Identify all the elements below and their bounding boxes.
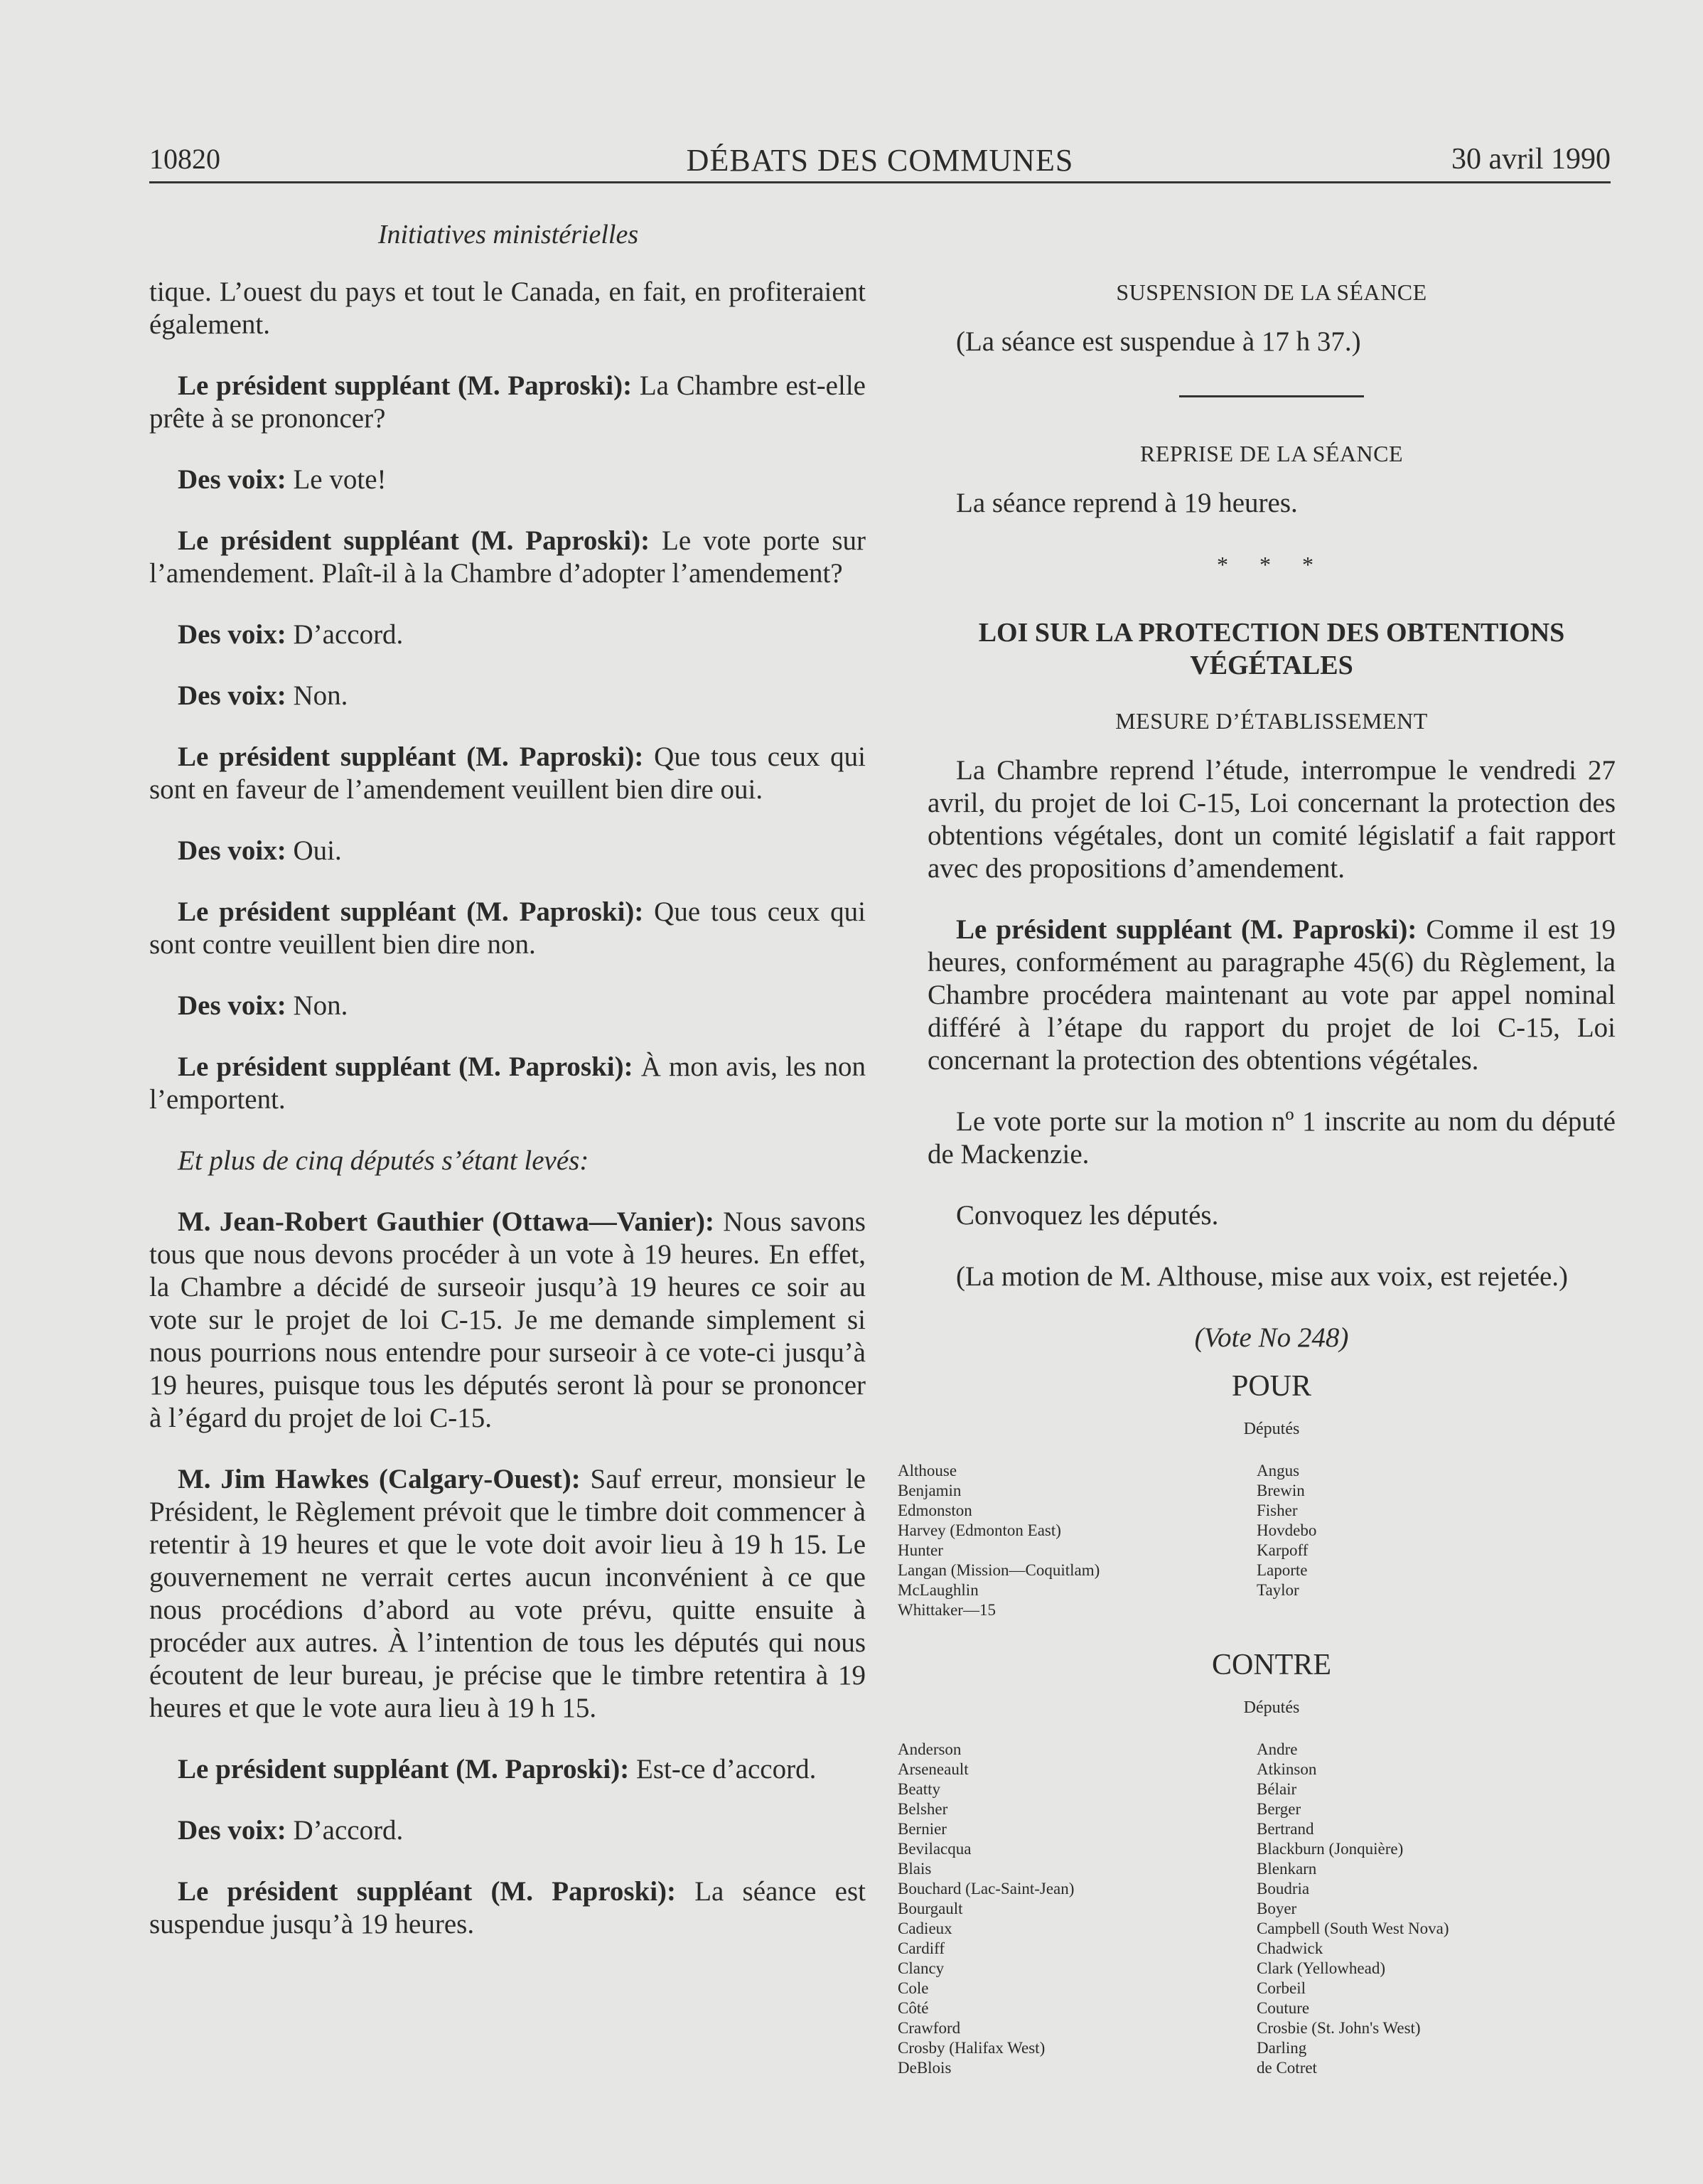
speech: D’accord.: [286, 619, 404, 650]
member-name: Crosbie (St. John's West): [1257, 2019, 1421, 2037]
pour-names-col2: [1257, 1461, 1616, 1620]
paragraph: [149, 835, 866, 867]
paragraph: [149, 1753, 866, 1786]
member-name: Chadwick: [1257, 1939, 1323, 1957]
member-name: Laporte: [1257, 1561, 1308, 1579]
speaker: Le président suppléant (M. Paproski):: [178, 525, 650, 556]
speaker: M. Jim Hawkes (Calgary-Ouest):: [178, 1464, 581, 1494]
section-divider: [1179, 395, 1364, 397]
deputes-label: Députés: [1243, 1698, 1300, 1717]
member-name: Karpoff: [1257, 1541, 1309, 1559]
member-name: Andre: [1257, 1740, 1298, 1758]
speech: Que tous ceux qui sont contre veuillent bien dire non.: [149, 896, 866, 960]
paragraph: [149, 525, 866, 590]
member-name: Berger: [1257, 1800, 1301, 1818]
speech: Sauf erreur, monsieur le Président, le Règlement prévoit que le timbre doit commencer à retentir à 19 heures et que le vote doit avoir lieu à 19 h 15. Le gouvernement ne verrait certes aucun inconvénient à ce que nous procédions d’abord au vote prévu, quitte ensuite à procéder aux autres. À l’intention de tous les députés qui nous écoutent de leur bureau, je précise que le timbre retentira à 19 heures et que le vote aura lieu à 19 h 15.: [149, 1464, 866, 1723]
speaker: M. Jean-Robert Gauthier (Ottawa—Vanier):: [178, 1206, 714, 1237]
speaker: Des voix:: [178, 464, 286, 495]
paragraph: [149, 1814, 866, 1847]
speech: Non.: [286, 990, 348, 1021]
left-column: [149, 276, 866, 1969]
deputes-label: Députés: [1243, 1420, 1300, 1438]
member-name: Blais: [898, 1860, 932, 1878]
contre-heading: CONTRE: [1212, 1649, 1331, 1681]
speech: Que tous ceux qui sont en faveur de l’amendement veuillent bien dire oui.: [149, 742, 866, 805]
member-name: Benjamin: [898, 1482, 962, 1499]
stage-direction: Et plus de cinq députés s’étant levés:: [178, 1145, 589, 1176]
paragraph: [149, 1875, 866, 1941]
member-name: Darling: [1257, 2039, 1307, 2057]
paragraph: [149, 619, 866, 651]
member-name: Brewin: [1257, 1482, 1305, 1499]
speaker: Des voix:: [178, 990, 286, 1021]
speaker: Le président suppléant (M. Paproski):: [956, 914, 1417, 945]
suspension-heading: SUSPENSION DE LA SÉANCE: [1116, 279, 1427, 305]
member-name: Clancy: [898, 1959, 945, 1977]
member-name: Blackburn (Jonquière): [1257, 1840, 1404, 1858]
member-name: Couture: [1257, 1999, 1310, 2017]
paragraph: Le vote porte sur la motion nº 1 inscrite au nom du député de Mackenzie.: [928, 1106, 1616, 1169]
speech: La Chambre est-elle prête à se prononcer?: [149, 370, 866, 434]
paragraph: [149, 464, 866, 496]
member-name: Edmonston: [898, 1502, 972, 1519]
speaker: Le président suppléant (M. Paproski):: [178, 1051, 633, 1082]
paragraph: [149, 370, 866, 435]
paragraph: La Chambre reprend l’étude, interrompue le vendredi 27 avril, du projet de loi C-15, Loi concernant la protection des obtentions végétales, dont un comité législatif a fait rapport avec des propositions d’amendement.: [928, 755, 1616, 884]
member-name: Bernier: [898, 1820, 947, 1838]
section-label: Initiatives ministérielles: [377, 220, 639, 250]
contre-names-col1: [898, 1740, 1257, 2078]
pour-heading: POUR: [1231, 1370, 1312, 1403]
member-name: DeBlois: [898, 2059, 952, 2077]
speaker: Le président suppléant (M. Paproski):: [178, 896, 644, 927]
measure-heading: MESURE D’ÉTABLISSEMENT: [1115, 708, 1428, 734]
paragraph: [149, 1145, 866, 1177]
paragraph: La séance reprend à 19 heures.: [956, 488, 1298, 518]
member-name: de Cotret: [1257, 2059, 1317, 2077]
paragraph: [149, 741, 866, 806]
member-name: Arseneault: [898, 1760, 969, 1778]
member-name: Cadieux: [898, 1920, 952, 1937]
journal-title: DÉBATS DES COMMUNES: [686, 143, 1074, 178]
member-name: Hovdebo: [1257, 1521, 1317, 1539]
speech: Est-ce d’accord.: [629, 1754, 817, 1784]
right-column: [898, 276, 1616, 2107]
paragraph: [149, 1206, 866, 1435]
member-name: Atkinson: [1257, 1760, 1317, 1778]
paragraph: [149, 1051, 866, 1116]
speech: À mon avis, les non l’emportent.: [149, 1051, 866, 1115]
member-name: Cardiff: [898, 1939, 945, 1957]
speaker: Le président suppléant (M. Paproski):: [178, 1754, 630, 1784]
paragraph: [149, 680, 866, 712]
member-name: Boyer: [1257, 1900, 1297, 1917]
paragraph: tique. L’ouest du pays et tout le Canada, en fait, en profiteraient également.: [149, 277, 866, 340]
member-name: Côté: [898, 1999, 929, 2017]
paragraph: (La motion de M. Althouse, mise aux voix, est rejetée.): [956, 1261, 1569, 1292]
member-name: Beatty: [898, 1780, 941, 1798]
member-name: Anderson: [898, 1740, 962, 1758]
member-name: Crawford: [898, 2019, 961, 2037]
vote-number: (Vote No 248): [1194, 1322, 1349, 1353]
member-name: Clark (Yellowhead): [1257, 1959, 1385, 1977]
member-name: Taylor: [1257, 1581, 1299, 1599]
member-name: Bouchard (Lac-Saint-Jean): [898, 1880, 1075, 1897]
member-name: Bourgault: [898, 1900, 963, 1917]
member-name: Fisher: [1257, 1502, 1298, 1519]
bill-title: LOI SUR LA PROTECTION DES OBTENTIONS VÉGÉTALES: [978, 618, 1565, 680]
issue-date: 30 avril 1990: [1451, 143, 1611, 176]
member-name: Angus: [1257, 1462, 1300, 1479]
page-number: 10820: [149, 143, 220, 175]
speech: Nous savons tous que nous devons procéder à un vote à 19 heures. En effet, la Chambre a décidé de surseoir jusqu’à 19 heures ce soir au vote sur le projet de loi C-15. Je me demande simplement si nous pourrions nous entendre pour surseoir à ce vote-ci jusqu’à 19 heures, puisque tous les députés seront là pour se prononcer à l’égard du projet de loi C-15.: [149, 1206, 866, 1433]
member-name: Corbeil: [1257, 1979, 1306, 1997]
speech: Non.: [286, 680, 348, 711]
pour-names-col1: [898, 1461, 1257, 1620]
paragraph: (La séance est suspendue à 17 h 37.): [956, 326, 1361, 357]
speaker: Le président suppléant (M. Paproski):: [178, 370, 633, 401]
member-name: Campbell (South West Nova): [1257, 1920, 1449, 1937]
reprise-heading: REPRISE DE LA SÉANCE: [1139, 441, 1404, 466]
speaker: Des voix:: [178, 835, 286, 866]
member-name: Whittaker—15: [898, 1601, 996, 1619]
pour-names: [898, 1461, 1616, 1620]
paragraph: [928, 914, 1616, 1077]
speech: Le vote porte sur l’amendement. Plaît-il à la Chambre d’adopter l’amendement?: [149, 525, 866, 589]
member-name: McLaughlin: [898, 1581, 979, 1599]
member-name: Bertrand: [1257, 1820, 1314, 1838]
member-name: Althouse: [898, 1462, 957, 1479]
paragraph: [149, 1463, 866, 1725]
member-name: Crosby (Halifax West): [898, 2039, 1046, 2057]
member-name: Cole: [898, 1979, 929, 1997]
contre-names: [898, 1740, 1616, 2078]
header-rule: [149, 181, 1611, 183]
speech: Comme il est 19 heures, conformément au paragraphe 45(6) du Règlement, la Chambre procédera maintenant au vote par appel nominal différé à l’étape du rapport du projet de loi C-15, Loi concernant la protection des obtentions végétales.: [928, 914, 1616, 1076]
contre-names-col2: [1257, 1740, 1616, 2078]
member-name: Hunter: [898, 1541, 943, 1559]
member-name: Blenkarn: [1257, 1860, 1317, 1878]
speaker: Le président suppléant (M. Paproski):: [178, 742, 644, 772]
member-name: Langan (Mission—Coquitlam): [898, 1561, 1100, 1579]
speaker: Le président suppléant (M. Paproski):: [178, 1876, 677, 1907]
paragraph: [149, 990, 866, 1022]
speech: Le vote!: [286, 464, 387, 495]
member-name: Bevilacqua: [898, 1840, 972, 1858]
asterisk-separator: * * *: [1217, 552, 1326, 577]
member-name: Belsher: [898, 1800, 948, 1818]
speaker: Des voix:: [178, 619, 286, 650]
speech: D’accord.: [286, 1815, 404, 1846]
member-name: Bélair: [1257, 1780, 1297, 1798]
running-header: [149, 142, 1611, 185]
paragraph: [149, 896, 866, 961]
speech: La séance est suspendue jusqu’à 19 heures.: [149, 1876, 866, 1939]
member-name: Harvey (Edmonton East): [898, 1521, 1061, 1539]
speaker: Des voix:: [178, 680, 286, 711]
member-name: Boudria: [1257, 1880, 1310, 1897]
speech: Oui.: [286, 835, 342, 866]
speaker: Des voix:: [178, 1815, 286, 1846]
paragraph: Convoquez les députés.: [956, 1200, 1219, 1231]
